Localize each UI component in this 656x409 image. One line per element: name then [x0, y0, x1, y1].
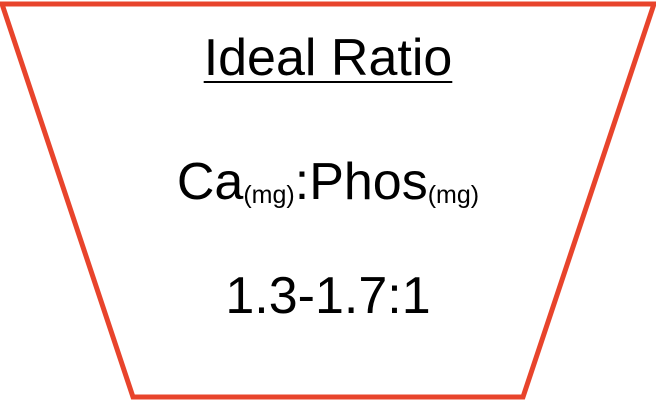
calcium-unit: (mg) [243, 181, 295, 209]
ratio-formula [0, 150, 656, 227]
phosphorus-symbol: Phos [309, 153, 428, 211]
ratio-value: 1.3-1.7:1 [225, 267, 431, 325]
calcium-symbol: Ca [176, 153, 244, 211]
diagram-title: Ideal Ratio [203, 29, 453, 87]
ratio-separator: : [294, 153, 310, 211]
phosphorus-unit: (mg) [427, 181, 480, 209]
